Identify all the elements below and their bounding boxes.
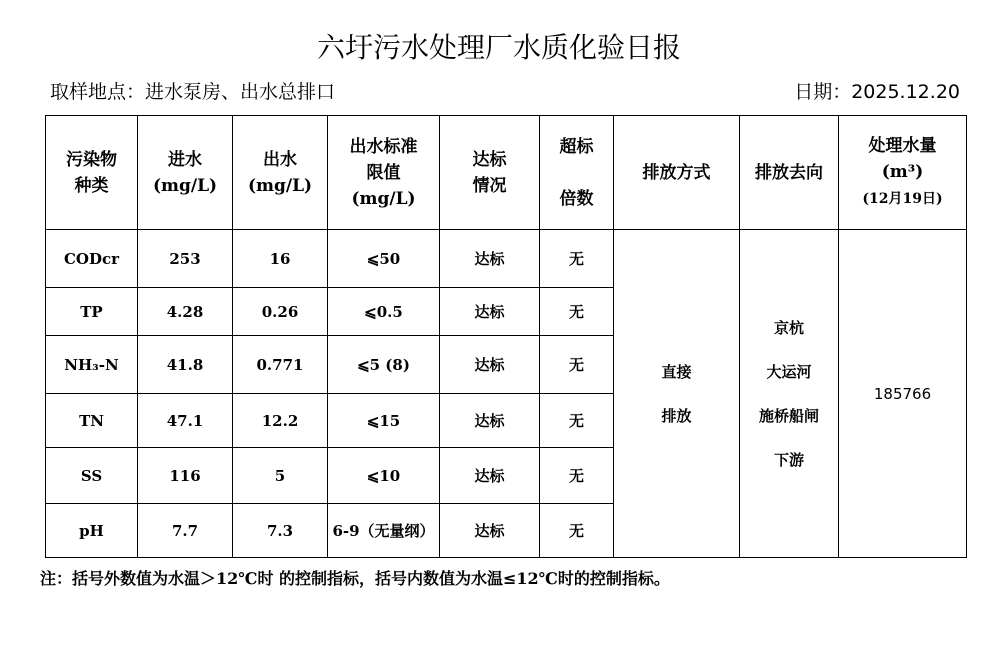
pollutant-name: SS xyxy=(46,448,138,504)
outflow-value: 0.771 xyxy=(233,336,328,394)
exceed-value: 无 xyxy=(540,448,614,504)
status-value: 达标 xyxy=(440,504,540,558)
status-value: 达标 xyxy=(440,394,540,448)
header-outflow: 出水 (mg/L) xyxy=(233,116,328,230)
discharge-method-cell: 直接 排放 xyxy=(614,230,740,558)
inflow-value: 4.28 xyxy=(138,288,233,336)
outflow-value: 12.2 xyxy=(233,394,328,448)
status-value: 达标 xyxy=(440,288,540,336)
exceed-value: 无 xyxy=(540,394,614,448)
limit-value: ⩽15 xyxy=(328,394,440,448)
limit-value: 6-9（无量纲） xyxy=(328,504,440,558)
header-discharge-method: 排放方式 xyxy=(614,116,740,230)
status-value: 达标 xyxy=(440,230,540,288)
pollutant-name: NH₃-N xyxy=(46,336,138,394)
limit-value: ⩽5 (8) xyxy=(328,336,440,394)
report-date: 日期：2025.12.20 xyxy=(794,81,960,103)
table-row xyxy=(46,230,967,288)
outflow-value: 7.3 xyxy=(233,504,328,558)
outflow-value: 5 xyxy=(233,448,328,504)
header-exceed: 超标 倍数 xyxy=(540,116,614,230)
pollutant-name: TN xyxy=(46,394,138,448)
outflow-value: 0.26 xyxy=(233,288,328,336)
header-row xyxy=(46,116,967,230)
header-discharge-direction: 排放去向 xyxy=(740,116,839,230)
status-value: 达标 xyxy=(440,448,540,504)
pollutant-name: CODcr xyxy=(46,230,138,288)
header-volume: 处理水量 (m³) (12月19日) xyxy=(839,116,967,230)
water-quality-table xyxy=(45,115,967,558)
inflow-value: 253 xyxy=(138,230,233,288)
footnote: 注：括号外数值为水温＞12℃时 的控制指标，括号内数值为水温≤12℃时的控制指标。 xyxy=(40,569,670,588)
exceed-value: 无 xyxy=(540,504,614,558)
inflow-value: 7.7 xyxy=(138,504,233,558)
header-compliance: 达标 情况 xyxy=(440,116,540,230)
discharge-direction-cell: 京杭 大运河 施桥船闸 下游 xyxy=(740,230,839,558)
header-pollutant: 污染物 种类 xyxy=(46,116,138,230)
status-value: 达标 xyxy=(440,336,540,394)
pollutant-name: TP xyxy=(46,288,138,336)
inflow-value: 47.1 xyxy=(138,394,233,448)
exceed-value: 无 xyxy=(540,288,614,336)
report-title: 六圩污水处理厂水质化验日报 xyxy=(316,31,681,64)
treated-volume: 185766 xyxy=(839,230,967,558)
inflow-value: 41.8 xyxy=(138,336,233,394)
exceed-value: 无 xyxy=(540,336,614,394)
limit-value: ⩽0.5 xyxy=(328,288,440,336)
limit-value: ⩽50 xyxy=(328,230,440,288)
exceed-value: 无 xyxy=(540,230,614,288)
header-limit: 出水标准 限值 (mg/L) xyxy=(328,116,440,230)
header-inflow: 进水 (mg/L) xyxy=(138,116,233,230)
limit-value: ⩽10 xyxy=(328,448,440,504)
pollutant-name: pH xyxy=(46,504,138,558)
sample-location: 取样地点：进水泵房、出水总排口 xyxy=(50,81,336,103)
inflow-value: 116 xyxy=(138,448,233,504)
outflow-value: 16 xyxy=(233,230,328,288)
